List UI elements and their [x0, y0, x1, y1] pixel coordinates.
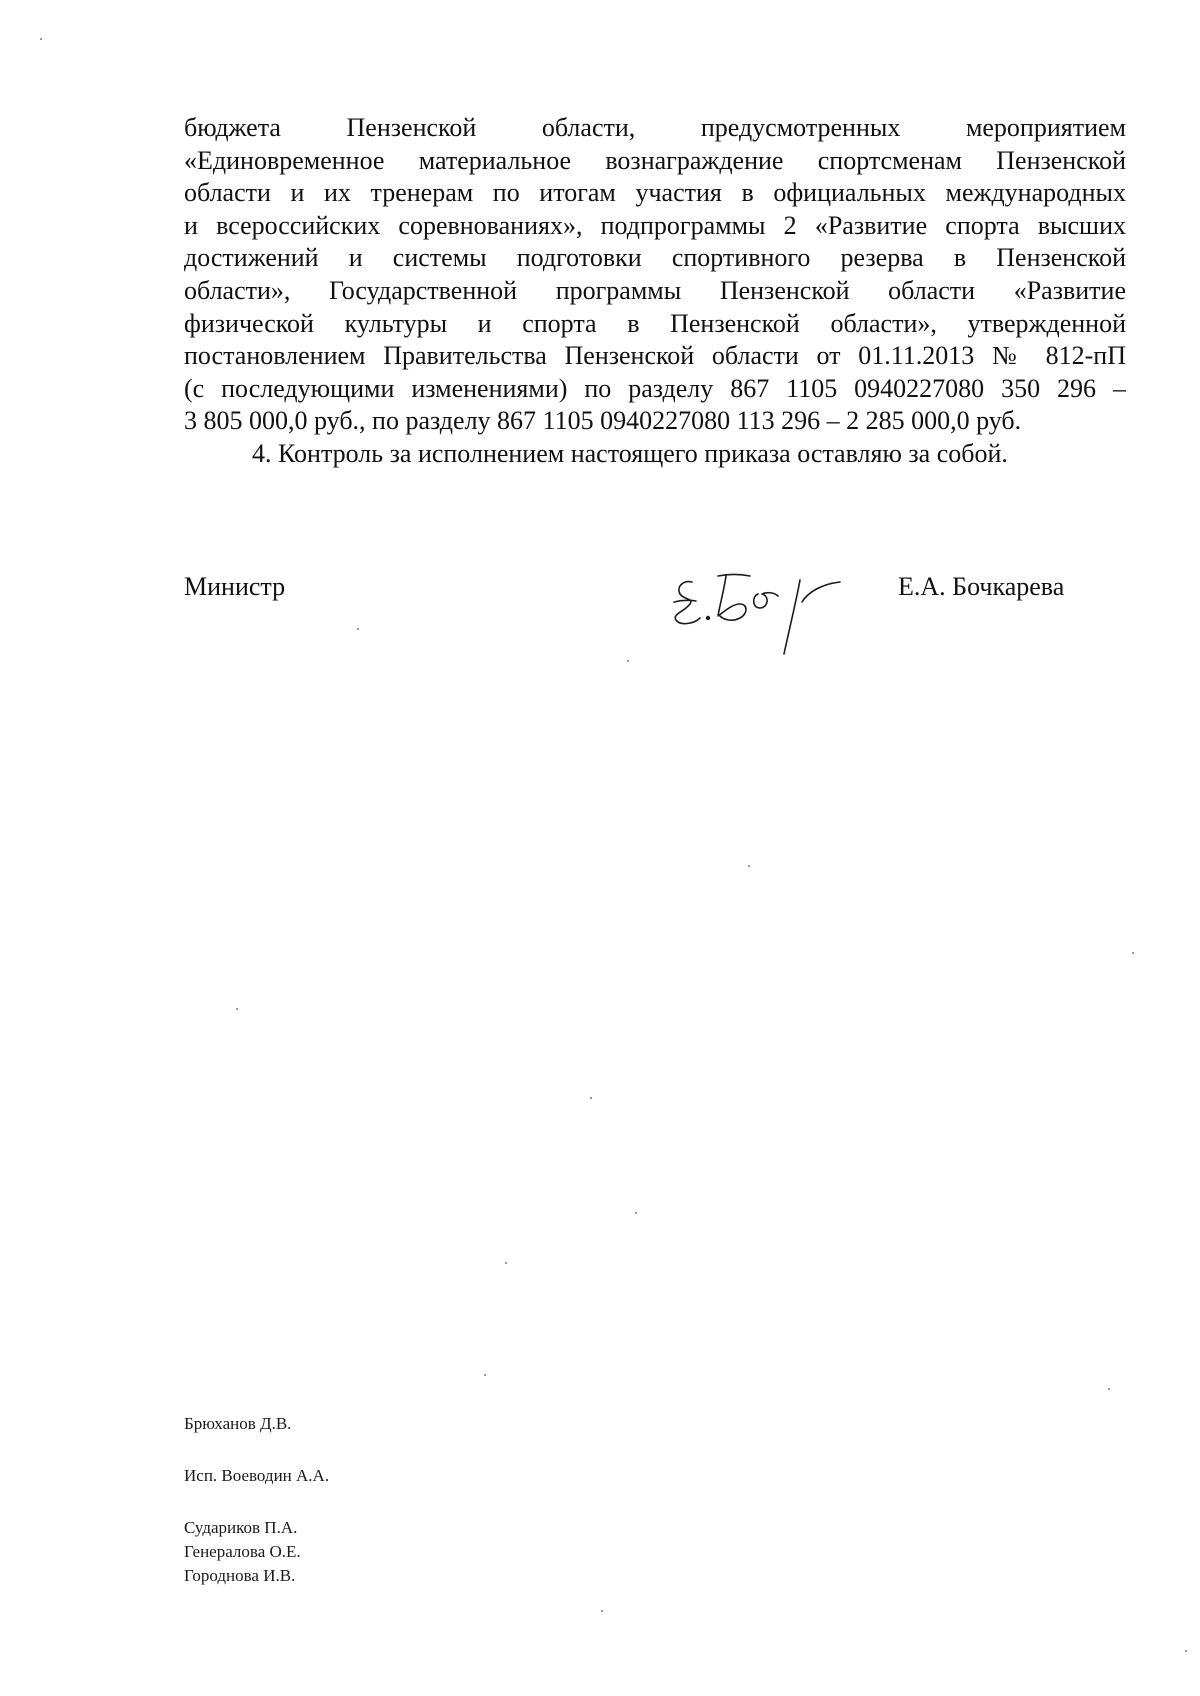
- body-line: (с последующими изменениями) по разделу 867 1105 0940227080 350 296 –: [184, 373, 1126, 403]
- contact-line: Брюханов Д.В.: [184, 1414, 292, 1433]
- body-line: области и их тренерам по итогам участия в официальных международных: [184, 178, 1126, 208]
- handwritten-signature: [662, 562, 902, 672]
- scan-speck: [601, 1610, 603, 1612]
- contact-line: Генералова О.Е.: [184, 1542, 301, 1561]
- body-text: [184, 112, 1126, 471]
- spacer: [184, 1488, 329, 1516]
- scan-speck: [1132, 952, 1134, 954]
- body-line: «Единовременное материальное вознаграждение спортсменам Пензенской: [184, 145, 1126, 175]
- contact-line: Исп. Воеводин А.А.: [184, 1466, 330, 1485]
- scan-speck: [505, 1262, 507, 1264]
- paragraph-4: 4. Контроль за исполнением настоящего приказа оставляю за собой.: [252, 438, 1008, 468]
- contact-line: Городнова И.В.: [184, 1566, 296, 1585]
- scan-speck: [627, 660, 629, 662]
- scan-speck: [357, 628, 359, 630]
- body-line: области», Государственной программы Пензенской области «Развитие: [184, 275, 1126, 305]
- body-line: физической культуры и спорта в Пензенской области», утвержденной: [184, 308, 1126, 338]
- scan-speck: [1108, 1388, 1110, 1390]
- scan-speck: [748, 865, 750, 867]
- signature-block: [184, 572, 1084, 692]
- body-line: и всероссийских соревнованиях», подпрограммы 2 «Развитие спорта высших: [184, 210, 1126, 240]
- scan-speck: [40, 38, 42, 40]
- scan-speck: [590, 1097, 592, 1099]
- signatory-title: Министр: [184, 572, 286, 601]
- scan-speck: [1185, 1650, 1187, 1652]
- spacer: [184, 1436, 329, 1464]
- contact-line: Судариков П.А.: [184, 1518, 298, 1537]
- signatory-name: Е.А. Бочкарева: [898, 572, 1065, 601]
- body-line: 3 805 000,0 руб., по разделу 867 1105 0940227080 113 296 – 2 285 000,0 руб.: [184, 406, 1022, 436]
- body-line: бюджета Пензенской области, предусмотренных мероприятием: [184, 113, 1126, 142]
- scan-speck: [236, 1008, 238, 1010]
- contacts-block: [184, 1412, 329, 1588]
- body-line: достижений и системы подготовки спортивного резерва в Пензенской: [184, 243, 1126, 273]
- scan-speck: [635, 1212, 637, 1214]
- body-line: постановлением Правительства Пензенской области от 01.11.2013 № 812-пП: [184, 341, 1126, 371]
- scan-speck: [484, 1374, 486, 1376]
